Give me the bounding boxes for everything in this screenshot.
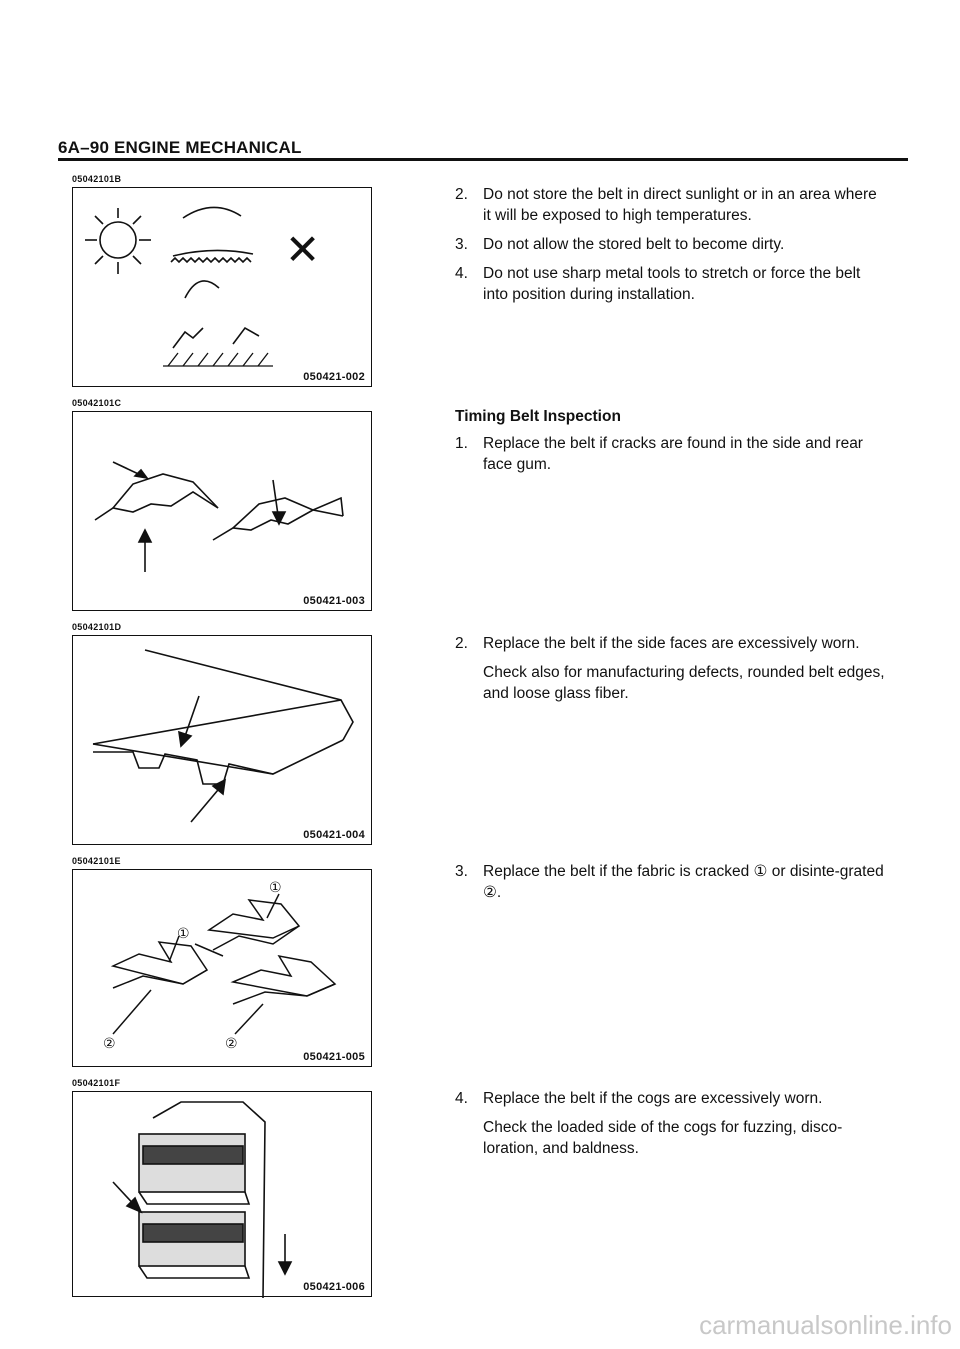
figure-code: 050421-003 [303,595,365,607]
figure-id: 05042101B [72,174,122,184]
figure-fabric-crack [72,869,372,1067]
item-number: 2. [455,186,468,203]
storage-illustration [73,188,373,388]
figure-id: 05042101E [72,856,121,866]
figure-code: 050421-005 [303,1051,365,1063]
figure-cog-wear [72,1091,372,1297]
callout-1: ① [269,880,282,896]
belt-crack-illustration [73,412,373,612]
item-number: 4. [455,1090,468,1107]
callout-1: ① [177,926,190,942]
inspection-item-2 [455,633,885,704]
section-title: Timing Belt Inspection [455,408,621,425]
list-item [455,633,885,654]
item-text: Replace the belt if the cogs are excessively worn. [483,1090,823,1107]
inspection-section [455,406,885,483]
figure-id: 05042101F [72,1078,121,1088]
figure-storage [72,187,372,387]
item-text: Replace the belt if cracks are found in the side and rear face gum. [483,435,863,473]
list-item [455,1088,885,1109]
list-item [455,861,885,903]
callout-2: ② [225,1036,238,1052]
figure-code: 050421-004 [303,829,365,841]
list-item [455,263,885,305]
item-text: Replace the belt if the side faces are excessively worn. [483,635,860,652]
sun-icon [100,222,136,258]
page-title: 6A–90 ENGINE MECHANICAL [58,138,302,157]
list-item [455,234,885,255]
inspection-item-4 [455,1088,885,1159]
belt-cog-illustration [73,1092,373,1298]
figure-id: 05042101D [72,622,122,632]
item-text: Replace the belt if the fabric is cracked ① or disinte-grated ②. [483,863,884,901]
watermark: carmanualsonline.info [699,1310,952,1340]
figure-side-face-wear [72,635,372,845]
storage-instructions [455,184,885,313]
item-number: 3. [455,863,468,880]
belt-side-wear-illustration [73,636,373,846]
item-note: Check also for manufacturing defects, rounded belt edges, and loose glass fiber. [483,664,885,702]
figure-code: 050421-006 [303,1281,365,1293]
figure-side-rear-gum [72,411,372,611]
prohibited-x-icon: ✕ [285,225,321,274]
item-text: Do not store the belt in direct sunlight or in an area where it will be exposed to high temperatures. [483,186,877,224]
item-number: 4. [455,265,468,282]
belt-fabric-illustration [73,870,373,1068]
inspection-item-3 [455,861,885,911]
header-rule [58,158,908,161]
item-note: Check the loaded side of the cogs for fuzzing, disco-loration, and baldness. [483,1119,843,1157]
figure-code: 050421-002 [303,371,365,383]
callout-2: ② [103,1036,116,1052]
list-item [455,184,885,226]
item-number: 1. [455,435,468,452]
item-text: Do not allow the stored belt to become dirty. [483,236,785,253]
item-number: 2. [455,635,468,652]
list-item [455,433,885,475]
figure-id: 05042101C [72,398,122,408]
item-text: Do not use sharp metal tools to stretch or force the belt into position during installation. [483,265,861,303]
item-number: 3. [455,236,468,253]
